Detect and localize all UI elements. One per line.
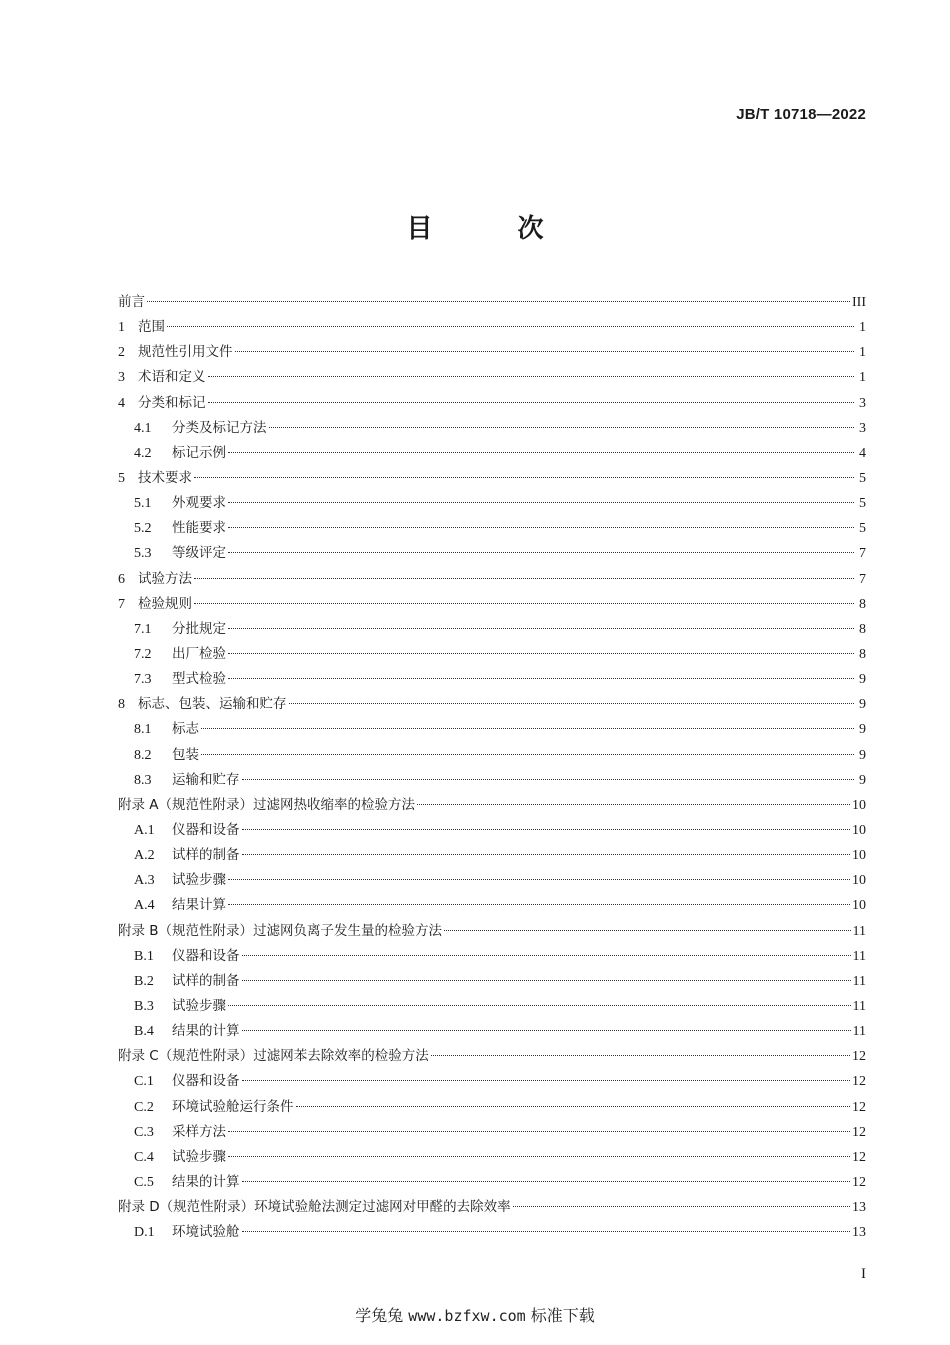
toc-leader-dots: [208, 375, 855, 377]
toc-entry-page: 5: [859, 470, 866, 486]
toc-entry-page: 9: [859, 722, 866, 738]
footer-url[interactable]: www.bzfxw.com: [408, 1307, 526, 1325]
toc-entry-label: 试验步骤: [172, 872, 226, 889]
toc-entry-number: A.1: [134, 822, 155, 838]
page-number: I: [861, 1266, 866, 1282]
toc-leader-dots: [194, 476, 854, 478]
toc-entry-number: C.1: [134, 1074, 154, 1090]
toc-entry-label: 标志: [172, 721, 199, 738]
toc-entry-label: 外观要求: [172, 495, 226, 512]
toc-leader-dots: [167, 325, 854, 327]
toc-entry-label: 附录 B（规范性附录）过滤网负离子发生量的检验方法: [118, 922, 443, 939]
toc-leader-dots: [228, 1004, 851, 1006]
toc-entry-label: 术语和定义: [138, 369, 206, 386]
toc-entry[interactable]: [118, 692, 866, 717]
toc-entry-number: 2: [118, 345, 125, 361]
toc-entry-page: 12: [852, 1174, 866, 1190]
toc-entry-number: B.2: [134, 973, 154, 989]
toc-leader-dots: [228, 526, 854, 528]
toc-leader-dots: [228, 878, 850, 880]
toc-leader-dots: [194, 577, 854, 579]
toc-leader-dots: [228, 451, 854, 453]
toc-entry-page: III: [852, 295, 866, 310]
toc-entry-label: 等级评定: [172, 545, 226, 562]
toc-entry-page: 12: [852, 1049, 866, 1065]
toc-entry-page: 8: [859, 621, 866, 637]
toc-leader-dots: [242, 828, 851, 830]
toc-entry-page: 11: [852, 948, 866, 964]
toc-entry-number: 7.3: [134, 672, 152, 688]
toc-entry[interactable]: [118, 365, 866, 390]
toc-entry[interactable]: [118, 893, 866, 918]
toc-entry-page: 13: [852, 1200, 866, 1216]
toc-leader-dots: [201, 727, 854, 729]
toc-leader-dots: [242, 979, 851, 981]
toc-entry-page: 13: [852, 1225, 866, 1241]
toc-entry[interactable]: [118, 818, 866, 843]
toc-entry-page: 10: [852, 873, 866, 889]
toc-leader-dots: [228, 677, 854, 679]
toc-leader-dots: [201, 753, 854, 755]
toc-leader-dots: [242, 1029, 851, 1031]
toc-entry-number: 4.2: [134, 445, 152, 461]
toc-entry[interactable]: [118, 969, 866, 994]
toc-entry-number: 1: [118, 320, 125, 336]
toc-entry-number: 4.1: [134, 420, 152, 436]
toc-leader-dots: [147, 300, 850, 302]
toc-entry-label: 分批规定: [172, 620, 226, 637]
toc-entry[interactable]: [118, 567, 866, 592]
toc-entry-number: 8.1: [134, 722, 152, 738]
toc-entry-page: 9: [859, 697, 866, 713]
toc-entry-page: 11: [852, 998, 866, 1014]
toc-entry[interactable]: [118, 491, 866, 516]
toc-entry[interactable]: [118, 944, 866, 969]
toc-entry-page: 8: [859, 646, 866, 662]
toc-entry-label: 试样的制备: [172, 972, 240, 989]
toc-entry-label: 仪器和设备: [172, 947, 240, 964]
toc-entry[interactable]: [118, 793, 866, 818]
toc-entry-number: 5.3: [134, 546, 152, 562]
toc-entry-label: 检验规则: [138, 595, 192, 612]
toc-entry[interactable]: [118, 340, 866, 365]
toc-entry-label: 范围: [138, 319, 165, 336]
toc-entry-number: B.4: [134, 1024, 154, 1040]
toc-leader-dots: [296, 1105, 851, 1107]
toc-entry[interactable]: [118, 1019, 866, 1044]
toc-entry[interactable]: [118, 768, 866, 793]
toc-entry-label: 型式检验: [172, 671, 226, 688]
toc-leader-dots: [194, 602, 854, 604]
toc-entry-label: 性能要求: [172, 520, 226, 537]
toc-entry-label: 附录 C（规范性附录）过滤网苯去除效率的检验方法: [118, 1048, 429, 1065]
toc-leader-dots: [242, 1079, 851, 1081]
toc-entry-number: 8.2: [134, 747, 152, 763]
footer-watermark: [0, 1303, 950, 1326]
toc-entry-label: 标记示例: [172, 444, 226, 461]
toc-entry-label: 环境试验舱: [172, 1224, 240, 1241]
toc-entry[interactable]: [118, 1069, 866, 1094]
toc-entry-label: 附录 A（规范性附录）过滤网热收缩率的检验方法: [118, 796, 416, 813]
toc-entry-number: A.2: [134, 848, 155, 864]
toc-leader-dots: [242, 778, 855, 780]
toc-entry-page: 7: [859, 546, 866, 562]
toc-entry-label: 分类及标记方法: [172, 419, 267, 436]
toc-entry-page: 3: [859, 420, 866, 436]
toc-entry[interactable]: [118, 667, 866, 692]
toc-entry-label: 结果的计算: [172, 1173, 240, 1190]
toc-entry-page: 1: [859, 370, 866, 386]
toc-entry-page: 10: [852, 898, 866, 914]
toc-entry-number: 8.3: [134, 772, 152, 788]
toc-entry[interactable]: [118, 416, 866, 441]
toc-entry-page: 12: [852, 1099, 866, 1115]
toc-entry[interactable]: [118, 1095, 866, 1120]
toc-leader-dots: [269, 426, 855, 428]
toc-leader-dots: [431, 1054, 850, 1056]
toc-entry[interactable]: [118, 843, 866, 868]
toc-entry-label: 分类和标记: [138, 394, 206, 411]
toc-entry[interactable]: [118, 642, 866, 667]
toc-leader-dots: [228, 903, 850, 905]
toc-entry-number: 4: [118, 395, 125, 411]
toc-entry-page: 9: [859, 772, 866, 788]
toc-entry[interactable]: [118, 592, 866, 617]
toc-entry[interactable]: [118, 1145, 866, 1170]
toc-entry-number: 7.2: [134, 646, 152, 662]
toc-entry-page: 12: [852, 1149, 866, 1165]
toc-leader-dots: [242, 1230, 851, 1232]
toc-entry-page: 1: [859, 320, 866, 336]
toc-entry[interactable]: [118, 290, 866, 315]
toc-leader-dots: [228, 1130, 850, 1132]
toc-entry[interactable]: [118, 315, 866, 340]
toc-entry-page: 9: [859, 747, 866, 763]
toc-leader-dots: [242, 1180, 851, 1182]
toc-entry-page: 10: [852, 822, 866, 838]
toc-entry-number: B.3: [134, 998, 154, 1014]
toc-entry[interactable]: [118, 617, 866, 642]
toc-entry-number: 6: [118, 571, 125, 587]
toc-entry-label: 结果的计算: [172, 1023, 240, 1040]
toc-leader-dots: [228, 551, 854, 553]
toc-entry-label: 标志、包装、运输和贮存: [138, 696, 287, 713]
standard-code: JB/T 10718—2022: [736, 106, 866, 123]
toc-entry-page: 11: [852, 1024, 866, 1040]
toc-leader-dots: [228, 652, 854, 654]
toc-leader-dots: [242, 853, 851, 855]
toc-entry-number: 5.2: [134, 521, 152, 537]
toc-entry-number: 7: [118, 596, 125, 612]
page-title: 目 次: [406, 214, 582, 244]
toc-entry-label: 试样的制备: [172, 847, 240, 864]
toc-entry[interactable]: [118, 1195, 866, 1220]
toc-entry-page: 12: [852, 1124, 866, 1140]
toc-entry[interactable]: [118, 1170, 866, 1195]
toc-entry-number: C.4: [134, 1149, 154, 1165]
toc-entry[interactable]: [118, 441, 866, 466]
toc-entry-number: 3: [118, 370, 125, 386]
toc-entry-page: 11: [852, 973, 866, 989]
toc-entry-label: 仪器和设备: [172, 1073, 240, 1090]
toc-leader-dots: [228, 1155, 850, 1157]
toc-entry-label: 试验方法: [138, 570, 192, 587]
toc-entry-number: A.3: [134, 873, 155, 889]
toc-entry-label: 技术要求: [138, 469, 192, 486]
toc-entry-number: 8: [118, 697, 125, 713]
toc-entry-page: 1: [859, 345, 866, 361]
toc-entry-page: 8: [859, 596, 866, 612]
toc-entry-label: 运输和贮存: [172, 771, 240, 788]
toc-entry-label: 包装: [172, 746, 199, 763]
toc-entry[interactable]: [118, 994, 866, 1019]
toc-leader-dots: [228, 501, 854, 503]
toc-leader-dots: [228, 627, 854, 629]
toc-entry-label: 结果计算: [172, 897, 226, 914]
toc-entry-number: C.3: [134, 1124, 154, 1140]
toc-entry-number: C.2: [134, 1099, 154, 1115]
toc-entry-page: 9: [859, 672, 866, 688]
toc-entry[interactable]: [118, 466, 866, 491]
toc-entry-label: 采样方法: [172, 1123, 226, 1140]
toc-entry-page: 5: [859, 496, 866, 512]
toc-entry[interactable]: [118, 717, 866, 742]
toc-entry-label: 附录 D（规范性附录）环境试验舱法测定过滤网对甲醛的去除效率: [118, 1199, 511, 1216]
toc-entry-page: 4: [859, 445, 866, 461]
toc-entry-page: 10: [852, 848, 866, 864]
toc-entry-number: B.1: [134, 948, 154, 964]
toc-entry[interactable]: [118, 743, 866, 768]
toc-entry-page: 10: [852, 797, 866, 813]
toc-entry-number: 5.1: [134, 496, 152, 512]
toc-leader-dots: [513, 1205, 850, 1207]
table-of-contents: [118, 290, 866, 1245]
toc-entry-number: C.5: [134, 1174, 154, 1190]
toc-entry-label: 规范性引用文件: [138, 344, 233, 361]
toc-entry[interactable]: [118, 541, 866, 566]
toc-entry-label: 前言: [118, 294, 145, 310]
footer-tagline: 标准下载: [530, 1306, 595, 1325]
toc-entry[interactable]: [118, 868, 866, 893]
toc-entry-page: 5: [859, 521, 866, 537]
toc-entry[interactable]: [118, 1044, 866, 1069]
toc-entry-number: 7.1: [134, 621, 152, 637]
toc-entry[interactable]: [118, 1220, 866, 1245]
toc-entry-page: 12: [852, 1074, 866, 1090]
toc-entry-label: 环境试验舱运行条件: [172, 1098, 294, 1115]
toc-entry-page: 3: [859, 395, 866, 411]
toc-entry-number: A.4: [134, 898, 155, 914]
toc-leader-dots: [289, 702, 855, 704]
toc-leader-dots: [235, 350, 855, 352]
toc-leader-dots: [444, 929, 850, 931]
toc-leader-dots: [208, 401, 855, 403]
toc-entry-label: 试验步骤: [172, 997, 226, 1014]
toc-entry-number: D.1: [134, 1225, 155, 1241]
toc-entry-label: 出厂检验: [172, 645, 226, 662]
toc-entry-page: 11: [852, 923, 866, 939]
toc-entry[interactable]: [118, 919, 866, 944]
toc-entry-number: 5: [118, 470, 125, 486]
toc-leader-dots: [242, 954, 851, 956]
toc-entry-page: 7: [859, 571, 866, 587]
toc-leader-dots: [417, 803, 850, 805]
toc-entry[interactable]: [118, 391, 866, 416]
toc-entry-label: 仪器和设备: [172, 821, 240, 838]
toc-entry-label: 试验步骤: [172, 1148, 226, 1165]
toc-entry[interactable]: [118, 516, 866, 541]
toc-entry[interactable]: [118, 1120, 866, 1145]
footer-site-name: 学兔兔: [355, 1306, 404, 1325]
